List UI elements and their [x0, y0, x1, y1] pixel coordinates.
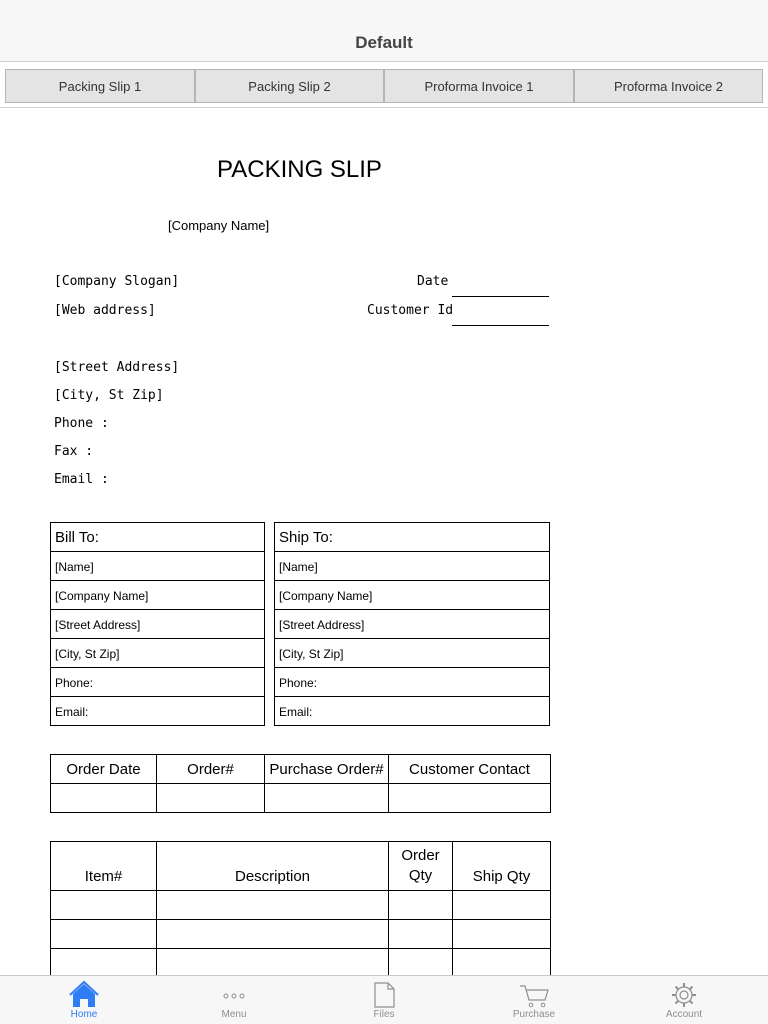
tab-packing-slip-2[interactable]: Packing Slip 2: [195, 69, 384, 103]
home-icon: [24, 980, 144, 1008]
bottom-tab-bar: [0, 975, 768, 1024]
company-name: [Company Name]: [168, 218, 270, 233]
tab-purchase[interactable]: [474, 976, 594, 1024]
tab-menu-label: Menu: [221, 1009, 247, 1020]
bill-to-city: [City, St Zip]: [55, 647, 120, 661]
nav-title: Default: [355, 33, 413, 52]
date-field-line: [452, 296, 549, 297]
city-st-zip: [City, St Zip]: [54, 388, 164, 403]
document-preview[interactable]: [0, 108, 768, 975]
bill-to-phone: Phone:: [55, 676, 94, 690]
order-qty-header: Order Qty: [389, 842, 453, 891]
cart-icon: [474, 980, 594, 1008]
fax-label: Fax :: [54, 444, 94, 459]
order-info-table: [50, 754, 551, 813]
tab-purchase-label: Purchase: [512, 1009, 556, 1020]
web-address: [Web address]: [54, 303, 156, 318]
item-row: [51, 891, 551, 920]
template-tabs: [0, 62, 768, 108]
order-date-header: Order Date: [51, 755, 157, 784]
order-number-cell: [157, 784, 265, 813]
ship-to-street: [Street Address]: [279, 618, 365, 632]
tab-packing-slip-1[interactable]: Packing Slip 1: [5, 69, 195, 103]
ship-to-box: [274, 522, 550, 726]
tab-account-label: Account: [665, 1009, 703, 1020]
company-slogan: [Company Slogan]: [54, 274, 180, 289]
street-address: [Street Address]: [54, 360, 180, 375]
more-icon: [174, 980, 294, 1008]
ship-to-city: [City, St Zip]: [279, 647, 344, 661]
phone-label: Phone :: [54, 416, 109, 431]
order-info-header-row: [51, 755, 551, 784]
tab-proforma-invoice-2[interactable]: Proforma Invoice 2: [574, 69, 763, 103]
ship-to-heading: Ship To:: [279, 529, 333, 546]
items-header-row: [51, 842, 551, 891]
tab-home-label: Home: [70, 1009, 98, 1020]
document-title: PACKING SLIP: [217, 156, 382, 183]
bill-to-email: Email:: [55, 705, 89, 719]
order-date-cell: [51, 784, 157, 813]
items-table: [50, 841, 551, 975]
bill-to-street: [Street Address]: [55, 618, 141, 632]
bill-to-box: [50, 522, 265, 726]
purchase-order-header: Purchase Order#: [265, 755, 389, 784]
item-row: [51, 920, 551, 949]
tab-account[interactable]: [624, 976, 744, 1024]
bill-to-company: [Company Name]: [55, 589, 149, 603]
tab-files-label: Files: [373, 1009, 395, 1020]
tab-proforma-invoice-1[interactable]: Proforma Invoice 1: [384, 69, 574, 103]
purchase-order-cell: [265, 784, 389, 813]
customer-contact-cell: [389, 784, 551, 813]
customer-contact-header: Customer Contact: [389, 755, 551, 784]
item-row: [51, 949, 551, 976]
customer-id-label: Customer Id: [367, 303, 454, 318]
bill-to-name: [Name]: [55, 560, 94, 574]
bill-to-heading: Bill To:: [55, 529, 99, 546]
description-header: Description: [157, 842, 389, 891]
order-info-row: [51, 784, 551, 813]
tab-files[interactable]: [324, 976, 444, 1024]
gear-icon: [624, 980, 744, 1008]
item-number-header: Item#: [51, 842, 157, 891]
ship-to-name: [Name]: [279, 560, 318, 574]
tab-menu[interactable]: [174, 976, 294, 1024]
ship-qty-header: Ship Qty: [453, 842, 551, 891]
file-icon: [324, 980, 444, 1008]
email-label: Email :: [54, 472, 109, 487]
tab-home[interactable]: [24, 976, 144, 1024]
order-number-header: Order#: [157, 755, 265, 784]
date-label: Date: [417, 274, 449, 289]
navigation-bar: [0, 0, 768, 62]
ship-to-phone: Phone:: [279, 676, 318, 690]
ship-to-company: [Company Name]: [279, 589, 373, 603]
ship-to-email: Email:: [279, 705, 313, 719]
customer-id-field-line: [452, 325, 549, 326]
